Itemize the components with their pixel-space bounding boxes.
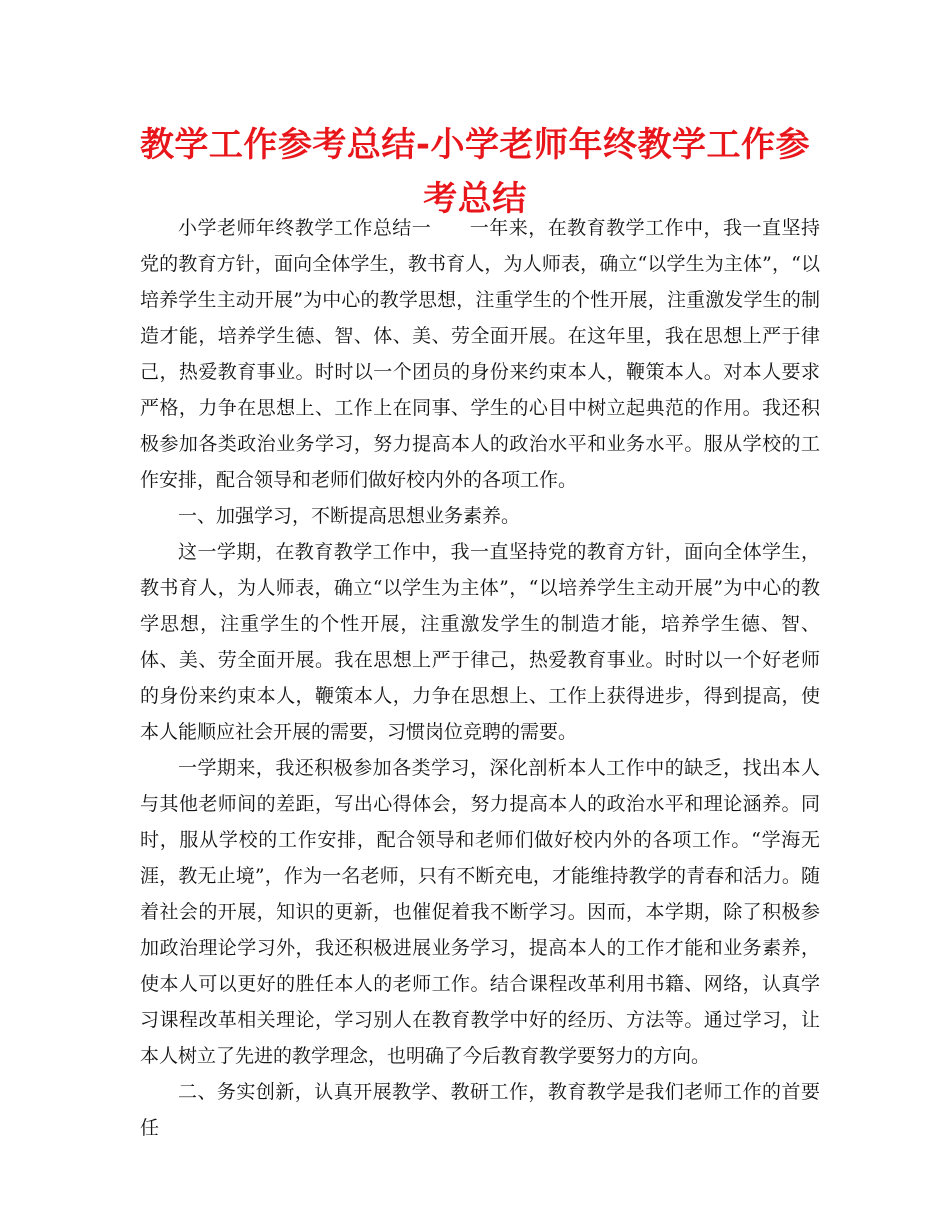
paragraph-1-lead: 小学老师年终教学工作总结一	[178, 217, 432, 239]
paragraph-1-text: 一年来，在教育教学工作中，我一直坚持党的教育方针，面向全体学生，教书育人，为人师表，确立“以学生为主体”，“以培养学生主动开展”为中心的教学思想，注重学生的个性开展，注重激发学生的制造才能，培养学生德、智、体、美、劳全面开展。在这年里，我在思想上严于律己，热爱教育事业。时时以一个团员的身份来约束本人，鞭策本人。对本人要求严格，力争在思想上、工作上在同事、学生的心目中树立起典范的作用。我还积极参加各类政治业务学习，努力提高本人的政治水平和业务水平。服从学校的工作安排，配合领导和老师们做好校内外的各项工作。	[140, 217, 820, 491]
section-heading-1: 一、加强学习，不断提高思想业务素养。	[178, 505, 521, 527]
paragraph-1	[140, 210, 820, 498]
document-body	[140, 210, 820, 1146]
document-title: 教学工作参考总结-小学老师年终教学工作参考总结	[139, 125, 811, 219]
paragraph-3: 一学期来，我还积极参加各类学习，深化剖析本人工作中的缺乏，找出本人与其他老师间的差距，写出心得体会，努力提高本人的政治水平和理论涵养。同时，服从学校的工作安排，配合领导和老师们做好校内外的各项工作。“学海无涯，教无止境”，作为一名老师，只有不断充电，才能维持教学的青春和活力。随着社会的开展，知识的更新，也催促着我不断学习。因而，本学期，除了积极参加政治理论学习外，我还积极进展业务学习，提高本人的工作才能和业务素养，使本人可以更好的胜任本人的老师工作。结合课程改革利用书籍、网络，认真学习课程改革相关理论，学习别人在教育教学中好的经历、方法等。通过学习，让本人树立了先进的教学理念，也明确了今后教育教学要努力的方向。	[140, 757, 820, 1067]
paragraph-2: 这一学期，在教育教学工作中，我一直坚持党的教育方针，面向全体学生，教书育人，为人师表，确立“以学生为主体”，“以培养学生主动开展”为中心的教学思想，注重学生的个性开展，注重激发学生的制造才能，培养学生德、智、体、美、劳全面开展。我在思想上严于律己，热爱教育事业。时时以一个好老师的身份来约束本人，鞭策本人，力争在思想上、工作上获得进步，得到提高，使本人能顺应社会开展的需要，习惯岗位竞聘的需要。	[140, 541, 820, 743]
section-heading-2: 二、务实创新，认真开展教学、教研工作，教育教学是我们老师工作的首要任	[140, 1081, 820, 1139]
